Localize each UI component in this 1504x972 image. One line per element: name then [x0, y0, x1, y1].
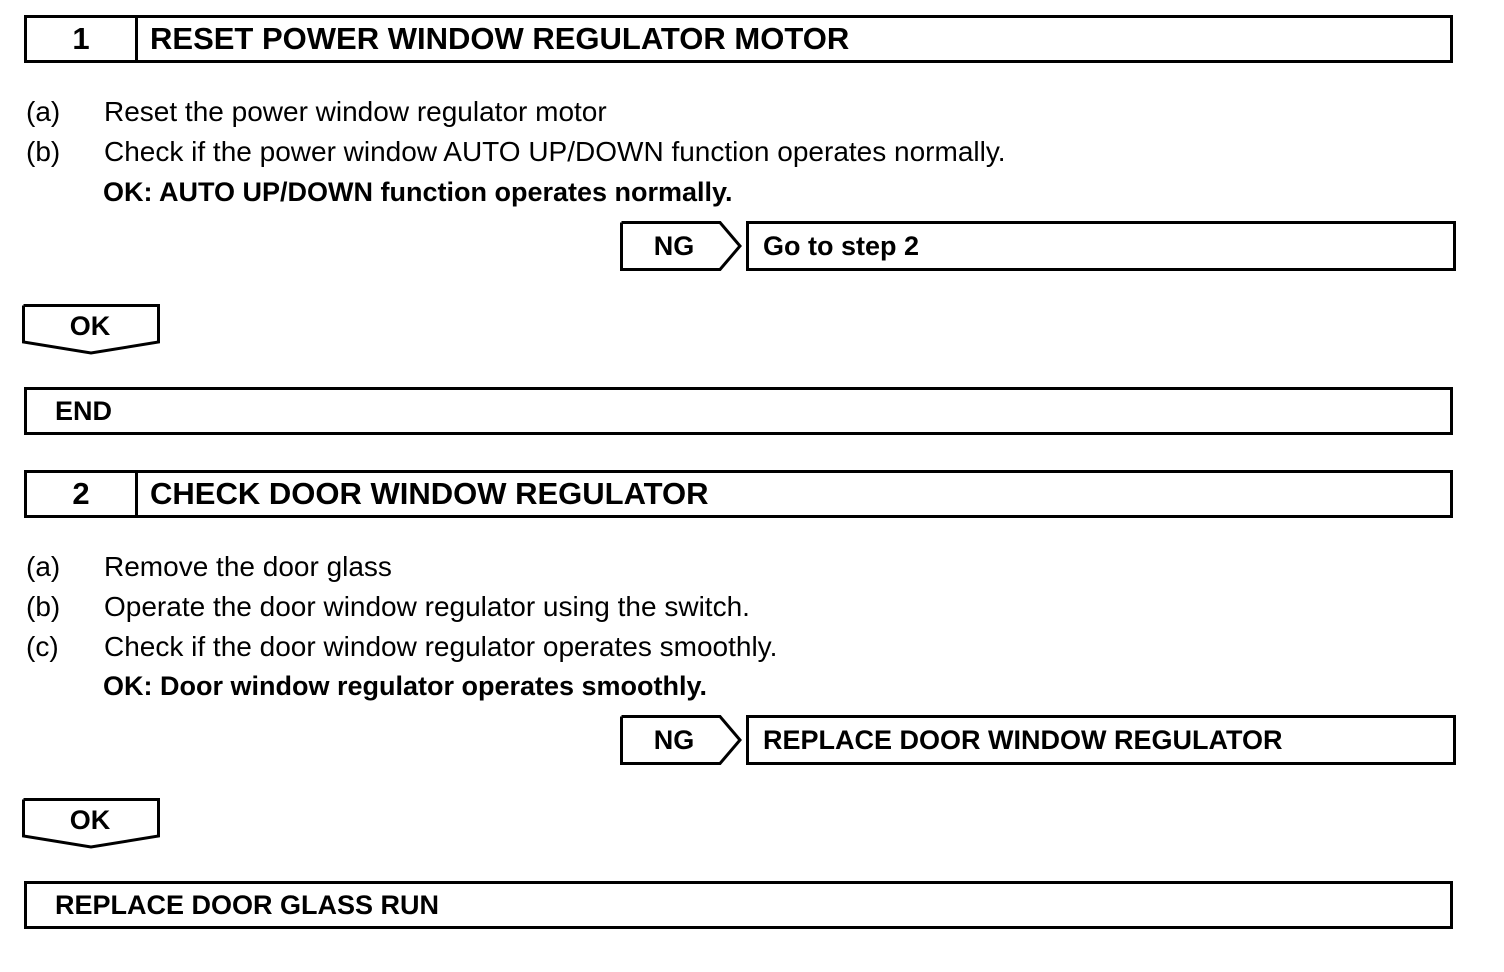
ng-result-box: REPLACE DOOR WINDOW REGULATOR [746, 715, 1456, 765]
instruction-text: Operate the door window regulator using the switch. [104, 591, 750, 622]
ng-result-box: Go to step 2 [746, 221, 1456, 271]
instruction-label: (a) [26, 96, 61, 127]
instruction-label: (b) [26, 136, 61, 167]
instruction-label: (a) [26, 551, 61, 582]
step-2-header [24, 470, 1453, 518]
ok-label: OK [69, 804, 111, 835]
ng-label: NG [653, 724, 695, 755]
step-number: 1 [27, 18, 138, 60]
ok-label: OK [69, 310, 111, 341]
final-result-box: REPLACE DOOR GLASS RUN [24, 881, 1453, 929]
step-title: CHECK DOOR WINDOW REGULATOR [150, 476, 709, 511]
instruction-text: Check if the door window regulator operates smoothly. [104, 631, 778, 662]
instruction-label: (c) [26, 631, 59, 662]
ok-criteria: OK: Door window regulator operates smoothly. [103, 671, 708, 701]
ng-label: NG [653, 230, 695, 261]
step-title: RESET POWER WINDOW REGULATOR MOTOR [150, 21, 850, 56]
step-number: 2 [27, 473, 138, 515]
instruction-text: Check if the power window AUTO UP/DOWN function operates normally. [104, 136, 1006, 167]
instruction-text: Remove the door glass [104, 551, 392, 582]
ok-criteria: OK: AUTO UP/DOWN function operates normally. [103, 177, 733, 207]
step-1-header [24, 15, 1453, 63]
end-result-box: END [24, 387, 1453, 435]
instruction-text: Reset the power window regulator motor [104, 96, 607, 127]
instruction-label: (b) [26, 591, 61, 622]
